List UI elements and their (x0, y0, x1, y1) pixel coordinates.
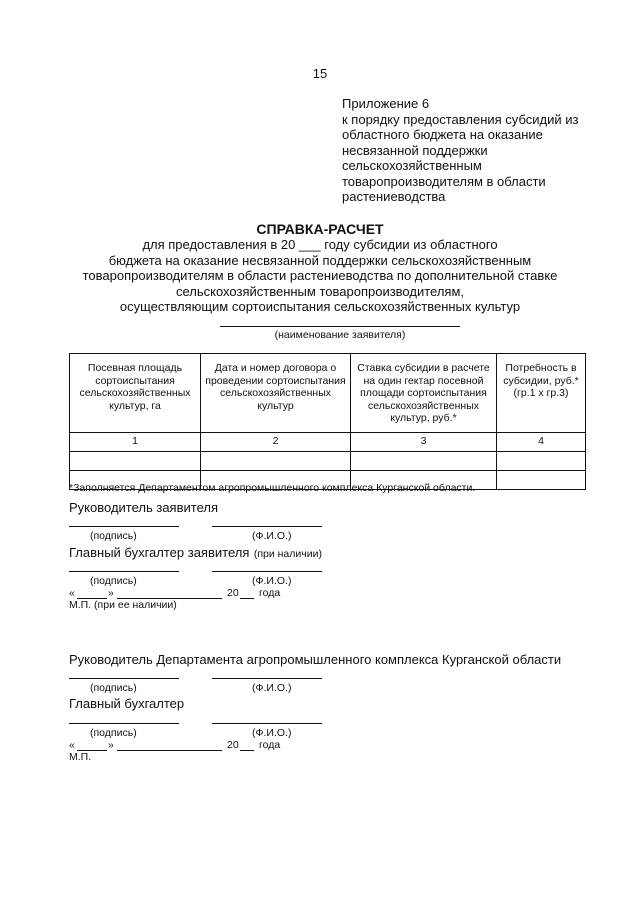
department-head-label: Руководитель Департамента агропромышленного комплекса Курганской области (69, 652, 562, 667)
date-open-quote: « (69, 739, 75, 751)
appendix-text: к порядку предоставления субсидий из областного бюджета на оказание несвязанной поддержки сельскохозяйственным товаропроизводителям в области растениеводства (342, 111, 579, 204)
date-year-suffix: года (259, 739, 281, 751)
signature-line (69, 571, 179, 572)
date-year-line[interactable] (240, 750, 254, 751)
subtitle-line: товаропроизводителям в области растениеводства по дополнительной ставке (82, 268, 558, 283)
signature-line (69, 526, 179, 527)
table-cell[interactable] (351, 452, 497, 471)
date-year-suffix: года (259, 587, 281, 599)
applicant-name-line (220, 326, 460, 327)
date-close-quote: » (108, 739, 114, 751)
header-rate: Ставка субсидии в расчете на один гектар посевной площади сортоиспытания сельскохозяйственных культур, руб.* (351, 354, 497, 433)
date-close-quote: » (108, 587, 114, 599)
signature-caption: (подпись) (90, 530, 137, 542)
subtitle-line: сельскохозяйственным товаропроизводителям, (175, 283, 464, 299)
subtitle-line: осуществляющим сортоиспытания сельскохозяйственных культур (119, 299, 521, 314)
appendix-title: Приложение 6 (342, 96, 430, 111)
footnote: *Заполняется Департаментом агропромышленного комплекса Курганской области. (69, 482, 476, 494)
name-line (212, 526, 322, 527)
name-caption: (Ф.И.О.) (252, 575, 292, 587)
name-caption: (Ф.И.О.) (252, 530, 292, 542)
document-subtitle (60, 237, 580, 315)
name-line (212, 571, 322, 572)
date-year-line[interactable] (240, 598, 254, 599)
name-caption: (Ф.И.О.) (252, 682, 292, 694)
page-number: 15 (312, 66, 328, 81)
signature-caption: (подпись) (90, 682, 137, 694)
table-cell[interactable] (70, 452, 201, 471)
signature-line (69, 723, 179, 724)
table-cell[interactable] (497, 471, 586, 490)
date-open-quote: « (69, 587, 75, 599)
column-number: 3 (351, 433, 497, 452)
stamp-note: М.П. (при ее наличии) (69, 599, 177, 611)
table-row (70, 452, 586, 471)
column-number: 2 (201, 433, 351, 452)
table-cell[interactable] (201, 452, 351, 471)
applicant-name-caption: (наименование заявителя) (274, 329, 406, 341)
column-number: 1 (70, 433, 201, 452)
table-cell[interactable] (497, 452, 586, 471)
signature-caption: (подпись) (90, 575, 137, 587)
appendix-block (342, 96, 592, 205)
signature-line (69, 678, 179, 679)
name-caption: (Ф.И.О.) (252, 727, 292, 739)
department-accountant-label: Главный бухгалтер (69, 696, 185, 711)
applicant-head-label: Руководитель заявителя (69, 500, 218, 515)
signature-caption: (подпись) (90, 727, 137, 739)
applicant-accountant-note: (при наличии) (253, 548, 322, 560)
header-area: Посевная площадь сортоиспытания сельскохозяйственных культур, га (70, 354, 201, 433)
table-number-row (70, 433, 586, 452)
document-title: СПРАВКА-РАСЧЕТ (256, 221, 384, 237)
header-need: Потребность в субсидии, руб.* (гр.1 х гр.3) (497, 354, 586, 433)
date-year-prefix: 20 (227, 587, 239, 599)
name-line (212, 723, 322, 724)
subtitle-line: для предоставления в 20 ___ году субсидии из областного (142, 237, 498, 252)
applicant-accountant-block (69, 544, 322, 562)
subtitle-line: бюджета на оказание несвязанной поддержки сельскохозяйственным (108, 252, 532, 268)
table-header-row (70, 354, 586, 433)
date-year-prefix: 20 (227, 739, 239, 751)
header-contract: Дата и номер договора о проведении сортоиспытания сельскохозяйственных культур (201, 354, 351, 433)
column-number: 4 (497, 433, 586, 452)
stamp-label: М.П. (69, 751, 92, 763)
calculation-table (69, 353, 586, 490)
name-line (212, 678, 322, 679)
date-month-line[interactable] (117, 750, 222, 751)
applicant-accountant-label: Главный бухгалтер заявителя (69, 545, 250, 560)
